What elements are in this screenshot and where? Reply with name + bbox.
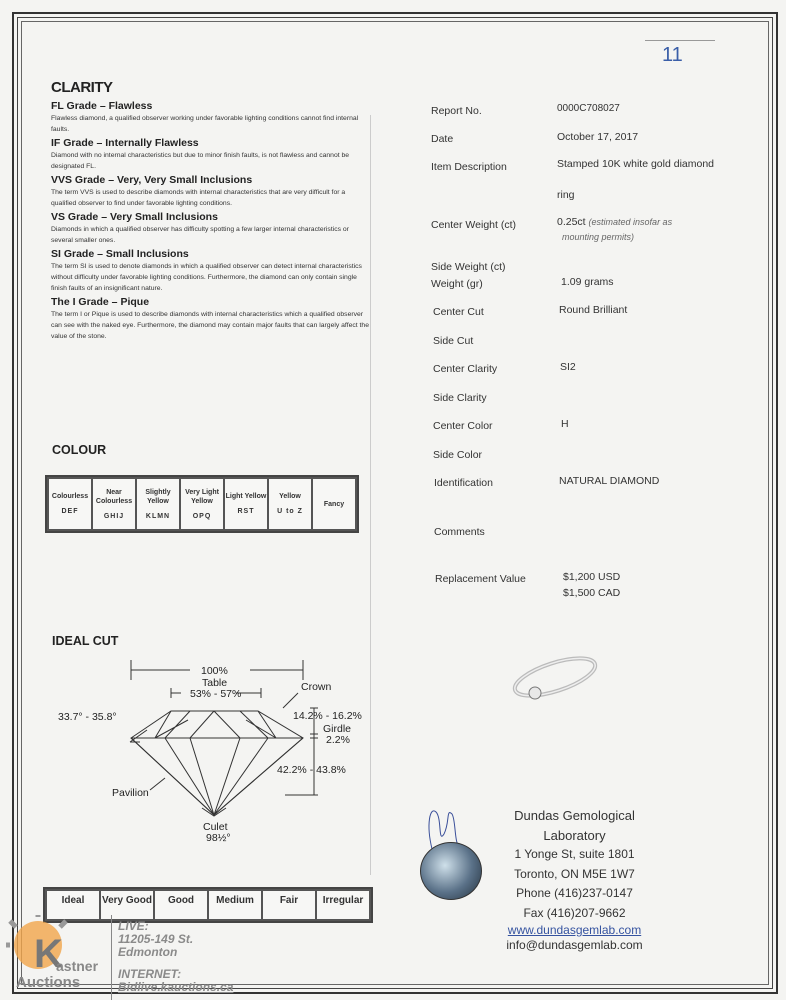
lab-contact — [482, 806, 667, 953]
watermark-divider — [111, 915, 112, 1000]
crown-label: Crown — [301, 681, 332, 693]
colour-title: COLOUR — [52, 443, 107, 457]
colour-grade-codes: DEF — [61, 508, 79, 515]
colour-grade-label: Slightly Yellow — [145, 488, 171, 505]
ring-photo — [505, 645, 605, 715]
colour-grade-cell — [49, 479, 91, 529]
live-label: LIVE: — [118, 919, 149, 933]
clarity-grade-description: Diamond with no internal characteristics but due to minor finish faults, is not flawless and cannot be designated FL. — [51, 152, 350, 170]
colour-grade-codes: OPQ — [192, 512, 212, 520]
colour-grade-codes: U to Z — [277, 508, 303, 515]
pavilion-depth: 42.2% - 43.8% — [277, 764, 346, 776]
clarity-title: CLARITY — [51, 79, 113, 96]
clarity-grade-heading: SI Grade – Small Inclusions — [51, 248, 189, 260]
colour-grade-label: Light Yellow — [225, 493, 267, 500]
kastner-auctions-logo — [6, 915, 106, 990]
culet-value: 98½° — [206, 832, 231, 844]
diamond-outline — [131, 711, 303, 815]
auction-url[interactable]: Bidlive.kauctions.ca — [118, 980, 234, 994]
colour-grade-cell — [137, 479, 179, 529]
ideal-cut-title: IDEAL CUT — [52, 634, 119, 648]
culet-label: Culet — [203, 821, 228, 833]
colour-grade-label: Colourless — [51, 493, 89, 500]
center-color-value: H — [561, 418, 569, 430]
clarity-grade-description: Flawless diamond, a qualified observer working under favorable lighting conditions cannot find internal faults. — [51, 115, 359, 133]
clarity-grade-heading: The I Grade – Pique — [51, 296, 150, 308]
page-number-line — [645, 40, 715, 41]
clarity-grade-heading: IF Grade – Internally Flawless — [51, 137, 199, 149]
girdle-value: 2.2% — [326, 734, 350, 746]
colour-grade-codes: RST — [237, 508, 255, 515]
colour-grade-label: Fancy — [323, 500, 345, 508]
side-cut-label: Side Cut — [433, 335, 474, 347]
auction-address: 11205-149 St. — [118, 932, 194, 946]
center-weight-label: Center Weight (ct) — [431, 219, 516, 231]
side-color-label: Side Color — [433, 449, 483, 461]
crown-angle: 33.7° - 35.8° — [58, 711, 117, 723]
center-cut-label: Center Cut — [433, 306, 484, 318]
date-label: Date — [431, 133, 454, 145]
colour-grade-cell — [93, 479, 135, 529]
clarity-grade-description: The term VVS is used to describe diamonds with internal characteristics that are very difficult for a qualified observer to find under favorable lighting conditions. — [51, 189, 346, 207]
center-clarity-value: SI2 — [560, 361, 576, 373]
lab-address2: Toronto, ON M5E 1W7 — [514, 866, 635, 881]
identification-value: NATURAL DIAMOND — [559, 475, 660, 487]
colour-grade-cell — [181, 479, 223, 529]
colour-grade-label: Very Light Yellow — [185, 488, 219, 505]
center-weight-note-cont: mounting permits) — [562, 232, 635, 242]
table-label: Table — [202, 677, 228, 689]
clarity-grade-heading: VS Grade – Very Small Inclusions — [51, 211, 218, 223]
center-clarity-label: Center Clarity — [433, 363, 498, 375]
crown-height: 14.2% - 16.2% — [293, 710, 362, 722]
colour-grade-label: Yellow — [279, 493, 301, 500]
crown-angle-mark — [130, 730, 147, 742]
auction-city: Edmonton — [118, 945, 178, 959]
item-description-value: Stamped 10K white gold diamond — [557, 158, 715, 170]
side-weight-label: Side Weight (ct) — [431, 261, 506, 273]
item-description-label: Item Description — [431, 161, 507, 173]
identification-label: Identification — [434, 477, 493, 489]
cut-grade-cell: Ideal — [47, 891, 99, 919]
cut-grade-cell: Very Good — [101, 891, 153, 919]
crown-arrow — [283, 693, 298, 708]
center-cut-value: Round Brilliant — [559, 304, 628, 316]
diamond-facets — [131, 711, 303, 815]
colour-grade-label: Near Colourless — [95, 488, 133, 505]
colour-grade-codes: KLMN — [145, 512, 171, 520]
cut-grade-cell: Good — [155, 891, 207, 919]
lab-fax: Fax (416)207-9662 — [523, 905, 626, 920]
replacement-cad: $1,500 CAD — [563, 587, 621, 599]
cut-grade-cell: Fair — [263, 891, 315, 919]
pavilion-label: Pavilion — [112, 787, 149, 799]
comments-label: Comments — [434, 526, 485, 538]
report-no-value: 0000C708027 — [557, 103, 620, 114]
cut-grade-cell: Irregular — [317, 891, 369, 919]
replacement-value-label: Replacement Value — [435, 573, 526, 585]
colour-grade-codes: GHIJ — [103, 512, 125, 520]
clarity-grade-description: Diamonds in which a qualified observer has difficulty spotting a few larger internal characteristics or several smaller ones. — [51, 226, 349, 244]
side-clarity-label: Side Clarity — [433, 392, 487, 404]
auction-watermark — [118, 920, 233, 994]
colour-scale-table — [45, 475, 359, 533]
svg-text:astner: astner — [56, 958, 99, 974]
lab-name: Dundas Gemological Laboratory — [514, 808, 635, 843]
clarity-section — [51, 98, 371, 342]
weight-value: 1.09 grams — [561, 276, 614, 288]
page-number: 11 — [662, 44, 683, 66]
width-label: 100% — [201, 665, 228, 677]
hologram-seal — [420, 842, 482, 900]
lab-email: info@dundasgemlab.com — [506, 938, 643, 952]
girdle-label: Girdle — [323, 723, 352, 735]
pavilion-arrow — [150, 778, 165, 790]
clarity-grade-heading: VVS Grade – Very, Very Small Inclusions — [51, 174, 253, 186]
clarity-grade-description: The term I or Pique is used to describe diamonds with internal characteristics which a qualified observer can see with the naked eye. Furthermore, the diamond may contain major faults that can largely affect the value of the stone. — [51, 311, 369, 340]
clarity-grade-heading: FL Grade – Flawless — [51, 100, 153, 112]
svg-text:K: K — [34, 932, 63, 976]
internet-label: INTERNET: — [118, 967, 182, 981]
table-range: 53% - 57% — [190, 688, 242, 700]
center-weight-note: (estimated insofar as — [588, 217, 673, 227]
cut-grade-cell: Medium — [209, 891, 261, 919]
colour-grade-cell — [269, 479, 311, 529]
item-description-value-cont: ring — [557, 189, 575, 201]
center-weight-value: 0.25ct — [557, 216, 586, 228]
date-value: October 17, 2017 — [557, 131, 639, 143]
center-color-label: Center Color — [433, 420, 493, 432]
replacement-usd: $1,200 USD — [563, 571, 621, 583]
colour-grade-cell — [225, 479, 267, 529]
report-no-label: Report No. — [431, 105, 482, 117]
lab-address1: 1 Yonge St, suite 1801 — [514, 847, 635, 861]
weight-label: Weight (gr) — [431, 278, 483, 290]
lab-website-link[interactable]: www.dundasgemlab.com — [507, 923, 642, 937]
lab-phone: Phone (416)237-0147 — [516, 886, 633, 900]
colour-grade-cell — [313, 479, 355, 529]
svg-text:Auctions: Auctions — [16, 974, 81, 990]
ideal-cut-diagram — [40, 650, 380, 850]
clarity-grade-description: The term SI is used to denote diamonds in which a qualified observer can detect internal characteristics without difficulty under favorable lighting conditions. Furthermore, the diamond can only contain single finish faults of an insignificant nature. — [51, 263, 362, 292]
